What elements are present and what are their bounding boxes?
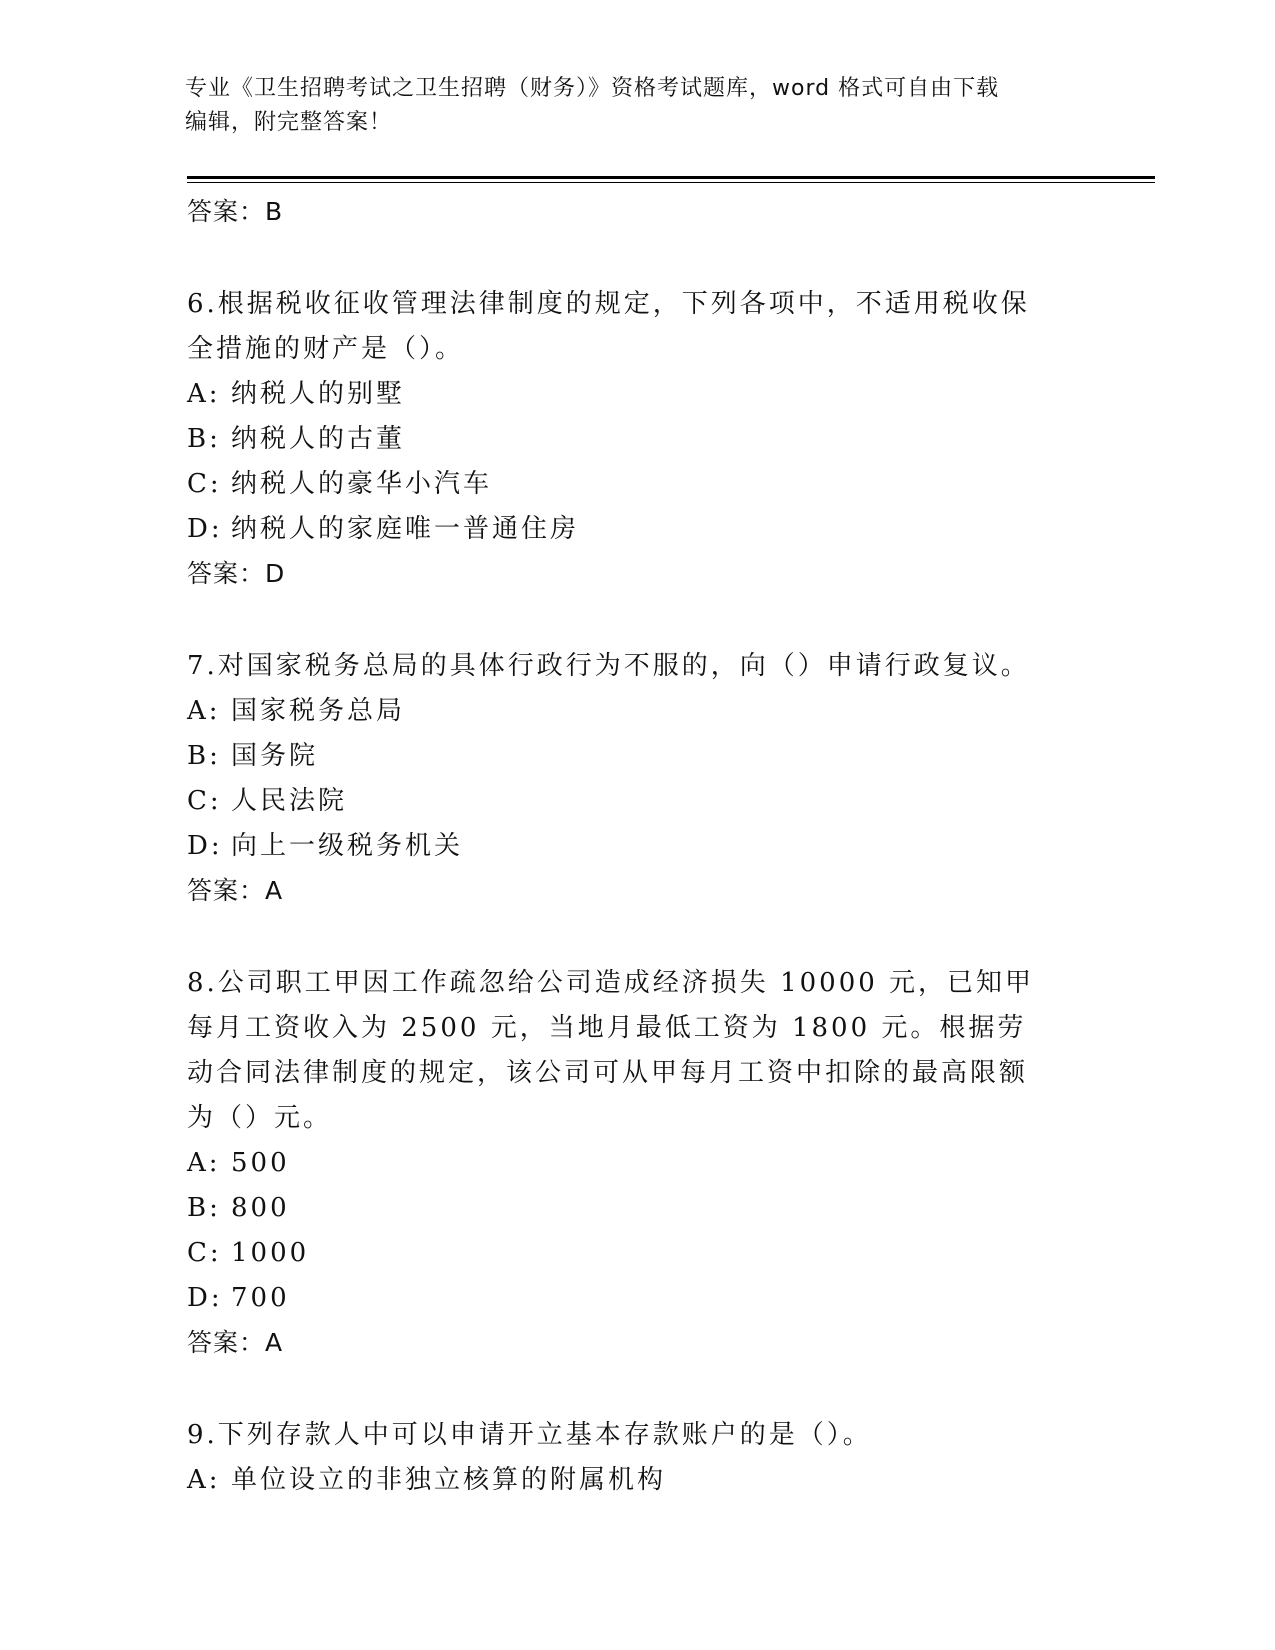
- question-text: 8.公司职工甲因工作疏忽给公司造成经济损失 10000 元，已知甲每月工资收入为 2500 元，当地月最低工资为 1800 元。根据劳动合同法律制度的规定，该公司可从甲每月工资中扣除的最高限额为（）元。: [187, 968, 1035, 1133]
- answer-label: 答案：: [187, 197, 266, 226]
- option-a: A: 单位设立的非独立核算的附属机构: [187, 1465, 667, 1495]
- option-b: B: 800: [187, 1193, 290, 1223]
- answer-value: A: [265, 1328, 284, 1357]
- answer-8: [187, 1321, 1127, 1365]
- question-list: [187, 190, 1127, 1503]
- question-7: [187, 644, 1127, 913]
- question-text: 7.对国家税务总局的具体行政行为不服的，向（）申请行政复议。: [187, 651, 1030, 681]
- answer-value: D: [265, 559, 286, 588]
- option-d: D: 纳税人的家庭唯一普通住房: [187, 514, 580, 544]
- header-line-2: 编辑，附完整答案！: [185, 110, 393, 135]
- header-divider-thick: [187, 176, 1155, 179]
- option-a: A: 500: [187, 1148, 290, 1178]
- option-c: C: 纳税人的豪华小汽车: [187, 469, 493, 499]
- answer-value: A: [265, 876, 284, 905]
- question-text: 6.根据税收征收管理法律制度的规定，下列各项中，不适用税收保全措施的财产是（）。: [187, 289, 1030, 364]
- option-d: D: 向上一级税务机关: [187, 831, 464, 861]
- answer-5: [187, 190, 1127, 234]
- answer-value: B: [265, 197, 284, 226]
- header-divider-thin: [187, 182, 1155, 183]
- option-b: B: 国务院: [187, 741, 319, 771]
- option-c: C: 1000: [187, 1238, 310, 1268]
- question-8: [187, 961, 1127, 1365]
- option-d: D: 700: [187, 1283, 290, 1313]
- option-a: A: 国家税务总局: [187, 696, 406, 726]
- answer-6: [187, 552, 1127, 596]
- question-6: [187, 282, 1127, 596]
- option-a: A: 纳税人的别墅: [187, 379, 406, 409]
- question-9: [187, 1413, 1127, 1503]
- answer-label: 答案：: [187, 559, 266, 588]
- answer-label: 答案：: [187, 876, 266, 905]
- option-c: C: 人民法院: [187, 786, 348, 816]
- option-b: B: 纳税人的古董: [187, 424, 406, 454]
- answer-label: 答案：: [187, 1328, 266, 1357]
- header-line-1: 专业《卫生招聘考试之卫生招聘（财务）》资格考试题库，word 格式可自由下载: [185, 76, 1000, 101]
- document-header: [185, 72, 1085, 140]
- answer-7: [187, 869, 1127, 913]
- question-text: 9.下列存款人中可以申请开立基本存款账户的是（）。: [187, 1420, 872, 1450]
